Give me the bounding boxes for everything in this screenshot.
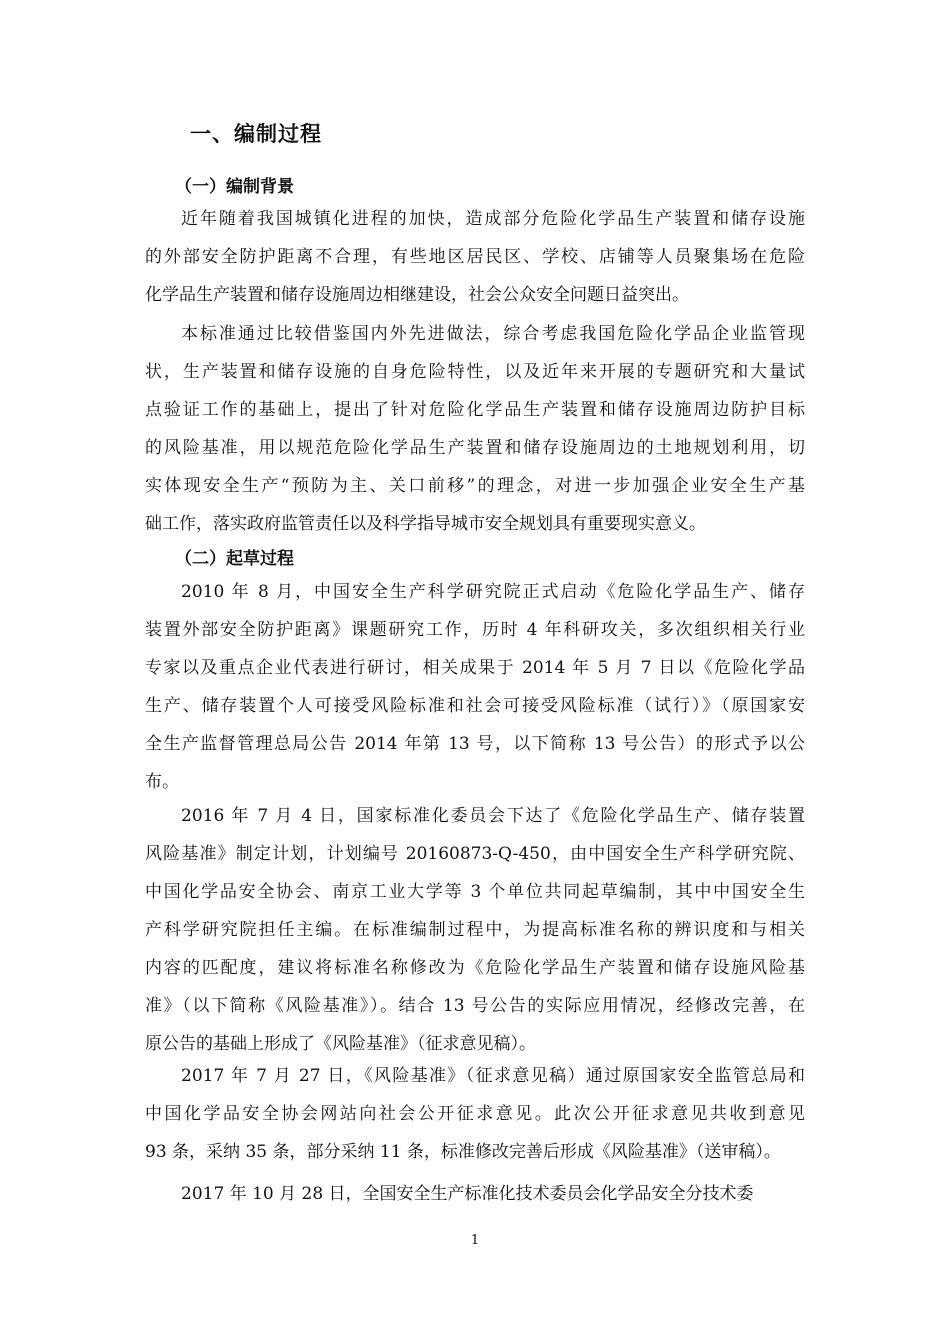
paragraph-line: 本标准通过比较借鉴国内外先进做法，综合考虑我国危险化学品企业监管现 xyxy=(181,324,805,344)
paragraph xyxy=(145,200,805,314)
paragraph-line: 中国化学品安全协会、南京工业大学等 3 个单位共同起草编制，其中中国安全生 xyxy=(145,882,805,902)
subsection-title-drafting: （二）起草过程 xyxy=(175,549,294,569)
paragraph xyxy=(145,315,805,543)
section-heading: 一、编制过程 xyxy=(190,122,322,146)
paragraph-line: 础工作，落实政府监管责任以及科学指导城市安全规划具有重要现实意义。 xyxy=(145,514,706,534)
paragraph-line: 2016 年 7 月 4 日，国家标准化委员会下达了《危险化学品生产、储存装置 xyxy=(181,806,805,826)
paragraph-line: 布。 xyxy=(145,772,179,792)
paragraph-line: 产科学研究院担任主编。在标准编制过程中，为提高标准名称的辨识度和与相关 xyxy=(145,920,805,940)
paragraph-line: 化学品生产装置和储存设施周边相继建设，社会公众安全问题日益突出。 xyxy=(145,285,689,305)
paragraph-line: 中国化学品安全协会网站向社会公开征求意见。此次公开征求意见共收到意见 xyxy=(145,1104,805,1124)
paragraph-line: 状，生产装置和储存设施的自身危险特性，以及近年来开展的专题研究和大量试 xyxy=(145,362,805,382)
paragraph-line: 准》（以下简称《风险基准》）。结合 13 号公告的实际应用情况，经修改完善，在 xyxy=(145,996,805,1016)
paragraph-line: 全生产监督管理总局公告 2014 年第 13 号，以下简称 13 号公告）的形式予以公 xyxy=(145,734,805,754)
paragraph-line: 2010 年 8 月，中国安全生产科学研究院正式启动《危险化学品生产、储存 xyxy=(181,582,805,602)
paragraph-line: 装置外部安全防护距离》课题研究工作，历时 4 年科研攻关，多次组织相关行业 xyxy=(145,620,805,640)
page-number: 1 xyxy=(470,1233,480,1248)
paragraph xyxy=(145,797,805,1063)
paragraph-line: 原公告的基础上形成了《风险基准》（征求意见稿）。 xyxy=(145,1034,536,1054)
paragraph xyxy=(145,1175,805,1213)
paragraph-line: 近年随着我国城镇化进程的加快，造成部分危险化学品生产装置和储存设施 xyxy=(181,209,805,229)
paragraph-line: 内容的匹配度，建议将标准名称修改为《危险化学品生产装置和储存设施风险基 xyxy=(145,958,805,978)
paragraph-line: 2017 年 7 月 27 日，《风险基准》（征求意见稿）通过原国家安全监管总局和 xyxy=(181,1066,805,1086)
paragraph-line: 生产、储存装置个人可接受风险标准和社会可接受风险标准（试行）》（原国家安 xyxy=(145,696,805,716)
paragraph-line: 的风险基准，用以规范危险化学品生产装置和储存设施周边的土地规划利用，切 xyxy=(145,438,805,458)
paragraph-line: 的外部安全防护距离不合理，有些地区居民区、学校、店铺等人员聚集场在危险 xyxy=(145,247,805,267)
paragraph-line: 2017 年 10 月 28 日，全国安全生产标准化技术委员会化学品安全分技术委 xyxy=(181,1184,754,1204)
subsection-title-background: （一）编制背景 xyxy=(175,177,294,197)
paragraph xyxy=(145,573,805,801)
paragraph-line: 点验证工作的基础上，提出了针对危险化学品生产装置和储存设施周边防护目标 xyxy=(145,400,805,420)
paragraph xyxy=(145,1057,805,1171)
paragraph-line: 专家以及重点企业代表进行研讨，相关成果于 2014 年 5 月 7 日以《危险化学品 xyxy=(145,658,805,678)
paragraph-line: 实体现安全生产“预防为主、关口前移”的理念，对进一步加强企业安全生产基 xyxy=(145,476,805,496)
paragraph-line: 风险基准》制定计划，计划编号 20160873-Q-450，由中国安全生产科学研究院、 xyxy=(145,844,805,864)
paragraph-line: 93 条，采纳 35 条，部分采纳 11 条，标准修改完善后形成《风险基准》（送审稿）。 xyxy=(145,1142,781,1162)
